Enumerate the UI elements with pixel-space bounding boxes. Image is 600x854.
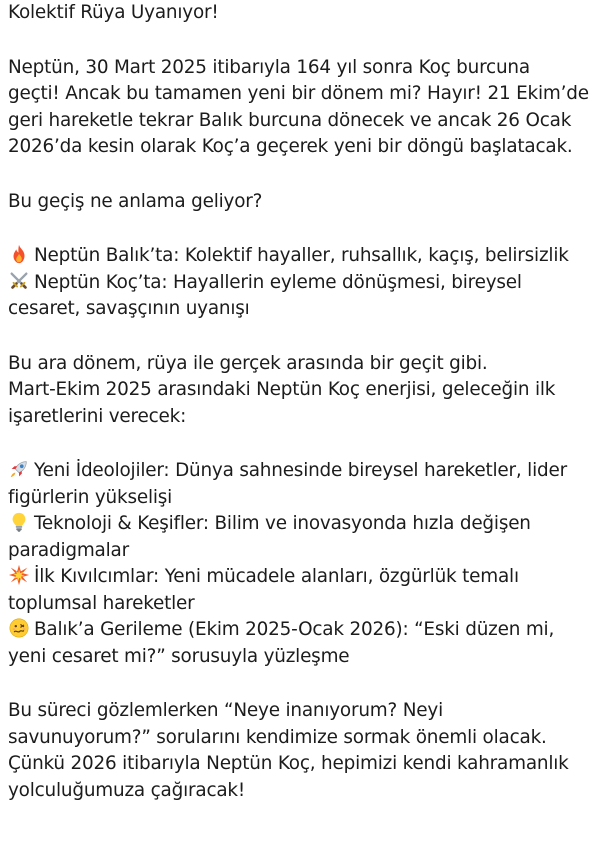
meaning-item: [8, 243, 596, 270]
woozy-face-icon: [8, 617, 30, 639]
meaning-continuation: cesaret, savaşçının uyanışı: [8, 298, 250, 319]
sign-item: [8, 617, 596, 644]
signs-list: [8, 458, 596, 670]
intro-paragraph: [8, 55, 596, 161]
meanings-list: [8, 243, 596, 323]
text-line: geri hareketle tekrar Balık burcuna dönecek ve ancak 26 Ocak: [8, 109, 572, 131]
meaning-text: Neptün Balık’ta: Kolektif hayaller, ruhsallık, kaçış, belirsizlik: [34, 245, 569, 266]
sign-item: [8, 511, 596, 538]
text-line: işaretlerini verecek:: [8, 405, 187, 427]
sign-continuation: toplumsal hareketler: [8, 592, 195, 614]
paragraph-gap: [8, 670, 596, 698]
sign-continuation: figürlerin yükselişi: [8, 486, 173, 508]
paragraph-gap: [8, 161, 596, 189]
question-line: Bu geçiş ne anlama geliyor?: [8, 190, 263, 212]
sign-text: Yeni İdeolojiler: Dünya sahnesinde bireysel hareketler, lider: [34, 460, 567, 481]
post-title: Kolektif Rüya Uyanıyor!: [8, 2, 219, 23]
meaning-item: [8, 270, 596, 297]
rocket-icon: [8, 458, 30, 480]
crossed-swords-icon: [8, 270, 30, 292]
sign-text: Teknoloji & Keşifler: Bilim ve inovasyonda hızla değişen: [34, 513, 531, 534]
sign-item: [8, 564, 596, 591]
meaning-text: Neptün Koç’ta: Hayallerin eyleme dönüşmesi, bireysel: [34, 271, 522, 293]
text-line: geçti! Ancak bu tamamen yeni bir dönem mi? Hayır! 21 Ekim’de: [8, 83, 589, 104]
sign-text: Balık’a Gerileme (Ekim 2025-Ocak 2026): “Eski düzen mi,: [34, 619, 555, 640]
sign-continuation: paradigmalar: [8, 539, 129, 561]
text-line: 2026’da kesin olarak Koç’a geçerek yeni bir döngü başlatacak.: [8, 136, 573, 157]
closing-paragraph: [8, 698, 596, 804]
light-bulb-icon: [8, 511, 30, 533]
text-line: Neptün, 30 Mart 2025 itibarıyla 164 yıl sonra Koç burcuna: [8, 56, 530, 78]
fire-icon: [8, 243, 30, 265]
text-line: savunuyorum?” sorularını kendimize sormak önemli olacak.: [8, 726, 547, 748]
text-line: Mart-Ekim 2025 arasındaki Neptün Koç enerjisi, geleceğin ilk: [8, 379, 556, 400]
collision-icon: [8, 564, 30, 586]
text-line: yolculuğumuza çağıracak!: [8, 779, 246, 801]
sign-continuation: yeni cesaret mi?” sorusuyla yüzleşme: [8, 645, 350, 667]
sign-item: [8, 458, 596, 485]
text-line: Çünkü 2026 itibarıyla Neptün Koç, hepimizi kendi kahramanlık: [8, 753, 569, 774]
post-body: [8, 0, 596, 804]
text-line: Bu süreci gözlemlerken “Neye inanıyorum? Neyi: [8, 700, 443, 721]
paragraph-gap: [8, 27, 596, 55]
transition-paragraph: [8, 351, 596, 431]
paragraph-gap: [8, 430, 596, 458]
paragraph-gap: [8, 215, 596, 243]
text-line: Bu ara dönem, rüya ile gerçek arasında bir geçit gibi.: [8, 352, 488, 374]
paragraph-gap: [8, 323, 596, 351]
sign-text: İlk Kıvılcımlar: Yeni mücadele alanları, özgürlük temalı: [34, 566, 519, 587]
